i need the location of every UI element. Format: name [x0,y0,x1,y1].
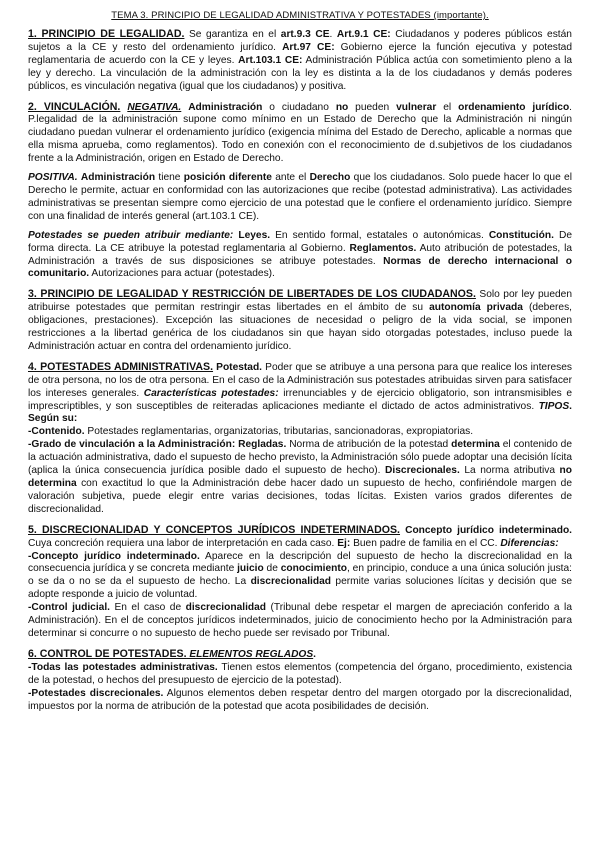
bold-text: -Concepto jurídico indeterminado. [28,550,200,562]
text: Algunos elementos deben respetar dentro del margen otorgado por la discrecionalidad, impuestos por la norma de atribución de la potestad que acota posibilidades de decisión. [28,687,572,712]
text: Gobierno ejerce la función ejecutiva y potestad reglamentaria de acuerdo con la CE y leyes. [28,41,572,66]
text: que los ciudadanos. Solo puede hacer lo que el Derecho le permite, actuar en conformidad con las autorizaciones que recibe (potestad administrativa). Las actividades administrativas se presentan siempre como ejercicio de una potestad que le confiere el ordenamiento jurídico. Siempre con una finalidad de interés general (art.103.1 CE). [28,172,572,222]
bold-text: -Control judicial. [28,602,111,614]
bold-text: no determina [28,465,572,489]
section-2-attribution-paragraph [28,230,572,282]
section-6-heading-line [28,648,572,662]
text: Administración Pública actúa con sometimiento pleno a la ley y derecho. La vinculación de la administración con la ley es distinta a la de los ciudadanos y demás poderes públicos, es vinculación negativa (igual que los ciudadanos) y positiva. [28,54,572,92]
types-label: TIPOS [538,400,570,412]
bold-text: Art.103.1 CE: [238,54,303,66]
bold-text: Leyes. [238,229,271,241]
bold-text: Derecho [309,172,351,184]
text: (Tribunal debe respetar el margen de apreciación conferido a la Administración). En el de conceptos jurídicos indeterminados, juicio de conocimiento hecho por la Administración para determinar si concurre o no supuesto de hecho puede ser revisado por Tribunal. [28,602,572,639]
section-2-negative-paragraph [28,101,572,167]
text: Buen padre de familia en el CC. [350,537,501,549]
text: . [329,29,337,40]
section-4-content-item [28,426,572,439]
section-5-concept-item [28,551,572,603]
bold-text: Concepto jurídico indeterminado. [400,524,572,536]
section-6-heading: 6. CONTROL DE POTESTADES. [28,647,187,660]
text: Ciudadanos y poderes públicos están sujetos a la CE y resto del ordenamiento jurídico. [28,29,572,53]
text: La norma atributiva [459,465,560,477]
section-4-heading: 4. POTESTADES ADMINISTRATIVAS. [28,360,214,373]
regulated-elements-label: ELEMENTOS REGLADOS [186,648,314,660]
bold-text: . [313,648,316,660]
document-title: TEMA 3. PRINCIPIO DE LEGALIDAD ADMINISTRATIVA Y POTESTADES (importante). [111,10,489,21]
bold-text: autonomía privada [429,302,523,314]
text: Auto atribución de potestades, la Administración a través de sus disposiciones se atribuye potestades. [28,242,573,267]
text: tiene [155,172,184,184]
section-3-paragraph [28,288,572,354]
text: el contenido de la actuación administrativa, dado el supuesto de hecho previsto, la Administración sólo puede adoptar una decisión lícita (aplica la única consecuencia jurídica posible dado el supuesto de hecho). [28,439,572,477]
text: Potestades reglamentarias, organizatorias, tributarias, sancionadoras, expropiatorias. [84,426,474,438]
bold-text: no [335,101,349,113]
positive-label: POSITIVA. [28,172,78,184]
text: Cuya concreción requiera una labor de interpretación en cada caso. [28,537,338,549]
bold-text: Reglamentos. [349,242,417,254]
text: Norma de atribución de la potestad [286,439,452,451]
section-3-heading: 3. PRINCIPIO DE LEGALIDAD Y RESTRICCIÓN DE LIBERTADES DE LOS CIUDADANOS. [28,288,476,301]
bold-text: Art.97 CE: [282,41,335,53]
text: irrenunciables y de ejercicio obligatorio, son intransmisibles e imprescriptibles, y son susceptibles de reiteradas aplicaciones mediante el dictado de actos administrativos. [28,387,572,412]
characteristics-label: Características potestades: [143,387,279,399]
section-1-paragraph [28,28,572,94]
section-6-discretionary-item [28,688,572,714]
text: pueden [348,101,397,113]
attribution-label: Potestades se pueden atribuir mediante: [28,229,234,241]
differences-label: Diferencias: [500,537,559,549]
section-1-heading: 1. PRINCIPIO DE LEGALIDAD. [28,28,185,40]
section-2-positive-paragraph [28,172,572,224]
bold-text: -Grado de vinculación a la Administración: Regladas. [28,439,287,451]
bold-text: determina [451,439,500,451]
text: o ciudadano [262,101,336,113]
text: Se garantiza en el [184,29,281,40]
bold-text: Constitución. [488,229,554,241]
text: , en principio, conduce a una única solución justa: o se da o no se da el supuesto de hecho. La [28,563,572,588]
bold-text: Potestad. [213,361,263,373]
bold-text: Discrecionales. [385,465,460,477]
text: Poder que se atribuye a una persona para que realice los intereses de otra persona, no los de otra persona. En el caso de la Administración sus potestades atribuidas sirven para satisfacer los intereses generales. [28,361,573,399]
text: Tienen estos elementos (competencia del órgano, procedimiento, existencia de la potestad, o hechos del presupuesto de ejercicio de la potestad). [28,661,572,686]
bold-text: . Según su: [28,400,572,425]
section-4-paragraph [28,361,572,427]
text: En el caso de [110,602,186,614]
bold-text: -Todas las potestades administrativas. [28,661,218,673]
bold-text: discrecionalidad [250,576,331,588]
bold-text: Normas de derecho internacional o comunitario. [28,255,572,280]
bold-text: ordenamiento jurídico [458,101,570,113]
bold-text: juicio [237,563,264,575]
text: permite varias soluciones lícitas y decisión que se adopte responde a juicio de voluntad. [28,576,572,601]
bold-text: Administración [188,101,263,113]
negative-label: NEGATIVA. [127,101,182,113]
text: ante el [271,172,310,184]
text: Solo por ley pueden atribuirse potestades que permitan restringir estas libertades en el ámbito de su [28,289,572,314]
bold-text: Administración [80,172,156,184]
text: (deberes, obligaciones, prestaciones). Excepción las situaciones de necesidad o peligro de la vida social, se imponen restricciones a la libertad genérica de los ciudadanos sin que hayan sido otorgadas potestades, incluso puede la Administración actuar en contra del ordenamiento jurídico. [28,302,572,352]
text: de [263,563,281,575]
text: Autorizaciones para actuar (potestades). [89,268,275,280]
bold-text: posición diferente [183,172,272,184]
section-5-paragraph [28,524,572,551]
bold-text: -Contenido. [28,426,85,438]
bold-text: vulnerar [396,101,437,113]
text: De forma directa. La CE atribuye la potestad reglamentaria al Gobierno. [28,229,572,254]
section-6-all-item [28,662,572,688]
bold-text: discrecionalidad [185,602,267,614]
bold-text: art.9.3 CE [280,29,330,40]
section-4-degree-item [28,439,572,516]
text: . P.legalidad de la administración supone como mínimo en un Estado de Derecho que la Administración ni ningún ciudadano puedan vulnerar el ordenamiento jurídico (exigencia mínima del Estado de Derecho, aplicable a normas que ella misma aprueba, como reglamentos). Todo en conexión con el reconocimiento de d.subjetivos de los ciudadanos frente a la Administración, origen en Estado de Derecho. [28,101,573,165]
section-2-heading: 2. VINCULACIÓN. [28,100,121,113]
text: el [436,101,459,113]
bold-text: Ej: [337,537,351,549]
bold-text: -Potestades discrecionales. [28,687,164,699]
text: Aparece en la descripción del supuesto de hecho la discrecionalidad en la consecuencia jurídica y se concreta mediante [28,550,572,575]
bold-text: conocimiento [280,563,347,575]
text: con exactitud lo que la Administración debe hacer dado un supuesto de hecho, confiriéndole margen de valoración subjetiva, puede elegir entre varias decisiones, todas lícitas. Existen varios grados diferentes de discrecionalidad. [28,478,572,515]
bold-text: Art.9.1 CE: [336,29,391,40]
section-5-control-item [28,602,572,641]
section-5-heading: 5. DISCRECIONALIDAD Y CONCEPTOS JURÍDICOS INDETERMINADOS. [28,523,401,536]
text: En sentido formal, estatales o autonómicas. [270,229,489,241]
